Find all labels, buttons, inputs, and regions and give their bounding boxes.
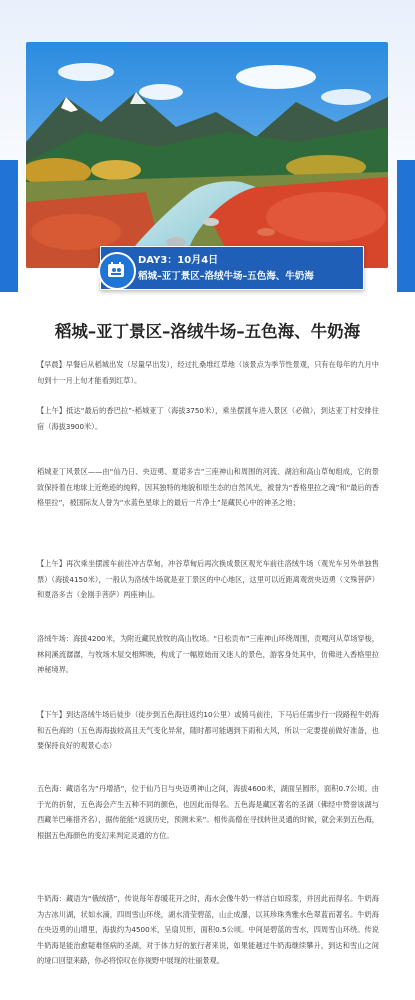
paragraph: 五色海：藏语名为“丹增措”，位于仙乃日与央迈勇神山之间，海拔4600米，湖面呈圆形，面积0.7公顷。由于光的折射，五色海会产生五种不同的颜色，也因此而得名。五色海是藏区著名的圣湖（佛经中赞誉该湖与西藏羊巴雍措齐名），据传能能“返演历史，预测未来”。相传高僧在寻找转世灵通的时候，就会来到五色海，根据五色海颜色的变幻来判定灵通的方位。 — [37, 784, 379, 840]
day-title: DAY3：10月4日 — [138, 255, 219, 266]
paragraph: 【上午】抵达“最后的香巴拉”-稻城亚丁（海拔3750米），乘坐摆渡车进入景区（必做），到达亚丁村安排住宿（海拔3900米）。 — [37, 406, 379, 431]
paragraph: 稻城亚丁风景区——由“仙乃日、央迈勇、夏诺多吉”三座神山和周围的河流、湖泊和高山草甸组成，它的景致保持着在地球上近绝迹的纯粹，因其独特的地貌和原生态的自然风光，被誉为“香格里拉之魂”和“最后的香格里拉”，被国际友人誉为“水蓝色星球上的最后一片净土”是藏民心中的神圣之地； — [37, 467, 379, 507]
day-route: 稻城–亚丁景区–洛绒牛场–五色海、牛奶海 — [138, 271, 314, 282]
paragraph: 牛奶海：藏语为“俄绒措”，传说每年春暖花开之时，海水会像牛奶一样洁白如琼浆，并因此而得名。牛奶海为古冰川湖，状如水滴，四周雪山环绕，湖水清莹碧蓝，山止成瀑，以其珍珠秀雅水色翠蓝而著名。牛奶海在央迈勇的山增里，海拔约为4500米，呈扇贝形，面积0.5公顷。中间是碧蓝的雪水，四周雪山环绕。传说牛奶海是能治愈疑难怪病的圣湖，对于体力好的旅行者来说，如果能越过牛奶海继续攀升，到达和雪山之间的垭口回望来路，你必将惊叹在你视野中展现的壮丽景观。 — [37, 894, 379, 965]
paragraph: 洛绒牛场：海拔4200米，为附近藏民放牧的高山牧场。“日松贡布”三座神山环绕周围，贡嘎河从草场穿梭，林间溪流潺潺，与牧场木屋交相辉映，构成了一幅原始而又迷人的景色，游客身处其中，仿佛进入香格里拉神秘境界。 — [37, 634, 379, 674]
paragraph: 【上午】再次乘坐摆渡车前往冲古草甸，冲谷草甸后再次换成景区观光车前往洛绒牛场（观光车另外单独售票）（海拔4150米），一般认为洛绒牛场就是亚丁景区的中心地区，这里可以近距离观赏央迈勇（文殊菩萨）和夏洛多吉（金刚手菩萨）两座神山。 — [37, 559, 379, 599]
paragraph: 【早晨】早餐后从稻城出发（尽量早出发），经过扎桑堆红草地（该景点为季节性景观，只有在每年的九月中旬到十一月上旬才能看到红草）。 — [37, 360, 379, 385]
page-title: 稻城–亚丁景区–洛绒牛场–五色海、牛奶海 — [54, 322, 361, 341]
hero-photo — [26, 42, 388, 268]
right-accent-bar — [397, 160, 415, 292]
paragraph: 【下午】到达洛绒牛场后徒步（徒步到五色海往返约10公里）或骑马前往，下马后任需步行一段路程牛奶海和五色海的（五色海海拔较高且天气变化异常，随时都可能遇到下雨和大风，所以一定要提前做好准备，也要保持良好的观景心态） — [37, 710, 379, 750]
calendar-people-icon — [98, 252, 136, 290]
left-accent-bar — [0, 160, 18, 292]
